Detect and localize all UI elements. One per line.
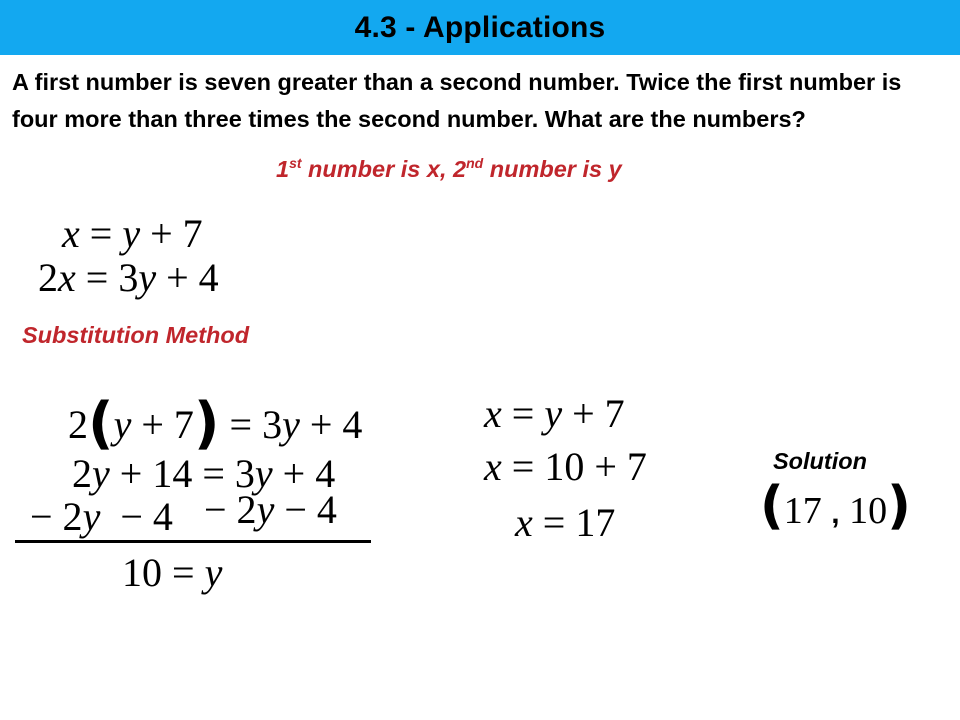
second-suffix: nd <box>466 155 484 171</box>
system-equation-2: 2x = 3y + 4 <box>38 255 219 300</box>
method-label: Substitution Method <box>22 322 250 348</box>
back-sub-line-3: x = 17 <box>515 500 616 545</box>
system-equation-1: x = y + 7 <box>62 211 203 256</box>
second-ordinal: 2 <box>453 156 467 182</box>
work-line-1: 2(y + 7) = 3y + 4 <box>68 391 363 456</box>
back-sub-line-1: x = y + 7 <box>484 391 625 436</box>
solution-first: 17 <box>783 490 822 532</box>
subtraction-line <box>15 540 371 543</box>
variable-definitions <box>276 155 622 183</box>
title-bar <box>0 0 960 55</box>
work-line-2: 2y + 14 = 3y + 4 <box>72 451 336 496</box>
first-ordinal: 1 <box>276 156 290 182</box>
second-variable-text: number is y <box>483 156 622 182</box>
first-variable-text: number is x, <box>301 156 454 182</box>
solution-label: Solution <box>773 448 867 474</box>
first-suffix: st <box>289 155 302 171</box>
solution-second: 10 <box>849 490 888 532</box>
solution-pair: (17 , 10) <box>760 476 911 536</box>
slide-title: 4.3 - Applications <box>354 10 606 44</box>
work-line-3b: − 2y − 4 <box>204 487 337 532</box>
back-sub-line-2: x = 10 + 7 <box>484 444 647 489</box>
work-result: 10 = y <box>122 550 223 595</box>
work-line-3a: − 2y − 4 <box>30 494 173 539</box>
problem-statement: A first number is seven greater than a second number. Twice the first number is four more than three times the second number. What are the numbers? <box>12 69 902 132</box>
